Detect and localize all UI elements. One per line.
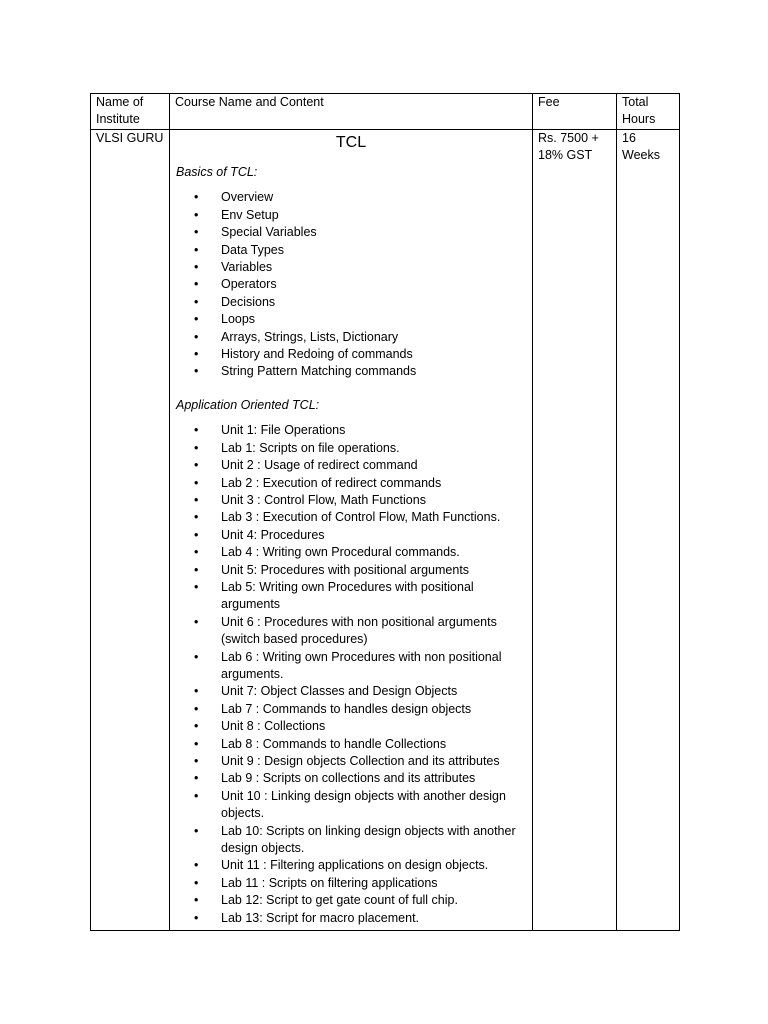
- header-institute: Name of Institute: [91, 94, 170, 130]
- course-row: [91, 130, 680, 931]
- header-course: Course Name and Content: [170, 94, 533, 130]
- list-item: • Lab 8 : Commands to handle Collections: [175, 736, 527, 753]
- application-heading: Application Oriented TCL:: [176, 397, 320, 412]
- list-item: • Lab 3 : Execution of Control Flow, Math Functions.: [175, 509, 527, 526]
- application-list: [175, 422, 527, 927]
- course-cell: [170, 130, 533, 931]
- list-item: • Env Setup: [175, 207, 527, 224]
- list-item: • Unit 2 : Usage of redirect command: [175, 457, 527, 474]
- list-item: • Unit 9 : Design objects Collection and its attributes: [175, 753, 527, 770]
- list-item: • Unit 8 : Collections: [175, 718, 527, 735]
- list-item: • Overview: [175, 189, 527, 206]
- list-item: • Lab 12: Script to get gate count of full chip.: [175, 892, 527, 909]
- list-item: • Lab 4 : Writing own Procedural commands.: [175, 544, 527, 561]
- list-item: • Variables: [175, 259, 527, 276]
- hours-cell: 16 Weeks: [617, 130, 680, 931]
- institute-cell: VLSI GURU: [91, 130, 170, 931]
- basics-heading: Basics of TCL:: [176, 165, 258, 179]
- header-row: [91, 94, 680, 130]
- list-item: • Unit 5: Procedures with positional arguments: [175, 562, 527, 579]
- list-item: • Lab 11 : Scripts on filtering applications: [175, 875, 527, 892]
- list-item: • History and Redoing of commands: [175, 346, 527, 363]
- course-title: TCL: [335, 134, 367, 151]
- list-item: • Unit 10 : Linking design objects with another design objects.: [175, 788, 527, 823]
- list-item: • Arrays, Strings, Lists, Dictionary: [175, 329, 527, 346]
- list-item: • Unit 3 : Control Flow, Math Functions: [175, 492, 527, 509]
- list-item: • Lab 5: Writing own Procedures with positional arguments: [175, 579, 527, 614]
- list-item: • String Pattern Matching commands: [175, 363, 527, 380]
- list-item: • Lab 6 : Writing own Procedures with non positional arguments.: [175, 649, 527, 684]
- list-item: • Unit 1: File Operations: [175, 422, 527, 439]
- header-hours: Total Hours: [617, 94, 680, 130]
- list-item: • Special Variables: [175, 224, 527, 241]
- list-item: • Lab 7 : Commands to handles design objects: [175, 701, 527, 718]
- list-item: • Unit 7: Object Classes and Design Objects: [175, 683, 527, 700]
- list-item: • Unit 4: Procedures: [175, 527, 527, 544]
- list-item: • Loops: [175, 311, 527, 328]
- list-item: • Lab 9 : Scripts on collections and its attributes: [175, 770, 527, 787]
- header-fee: Fee: [533, 94, 617, 130]
- list-item: • Lab 10: Scripts on linking design objects with another design objects.: [175, 823, 527, 858]
- fee-cell: Rs. 7500 + 18% GST: [533, 130, 617, 931]
- list-item: • Unit 6 : Procedures with non positional arguments (switch based procedures): [175, 614, 527, 649]
- list-item: • Data Types: [175, 242, 527, 259]
- course-table: [90, 93, 680, 931]
- list-item: • Unit 11 : Filtering applications on design objects.: [175, 857, 527, 874]
- list-item: • Decisions: [175, 294, 527, 311]
- list-item: • Lab 1: Scripts on file operations.: [175, 440, 527, 457]
- list-item: • Operators: [175, 276, 527, 293]
- basics-list: [175, 189, 527, 380]
- list-item: • Lab 2 : Execution of redirect commands: [175, 475, 527, 492]
- list-item: • Lab 13: Script for macro placement.: [175, 910, 527, 927]
